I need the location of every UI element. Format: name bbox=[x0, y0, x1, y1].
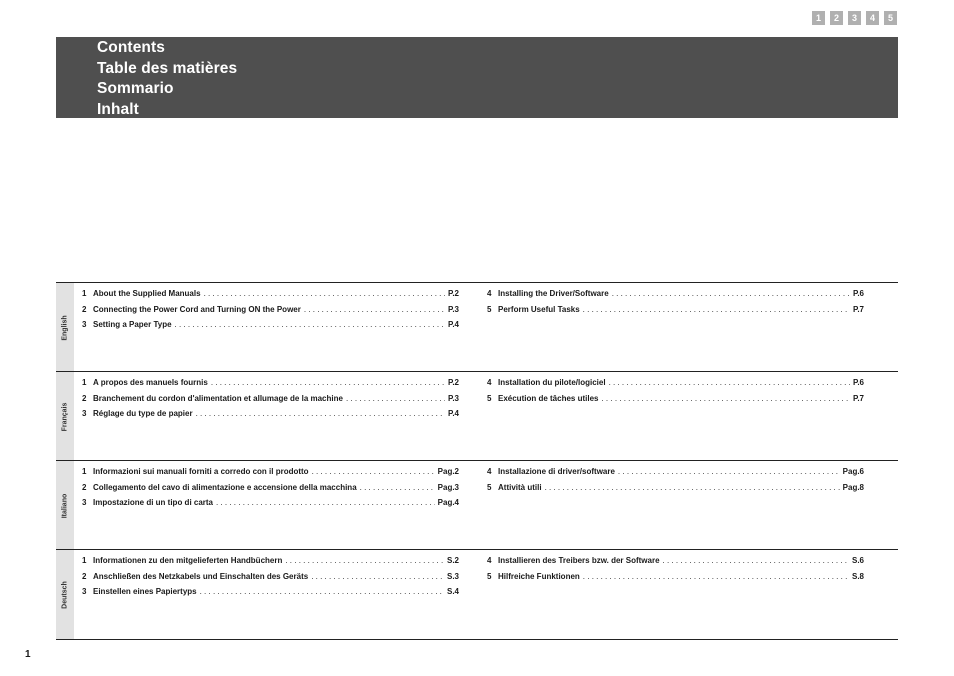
toc-entry-number: 1 bbox=[82, 378, 87, 387]
toc-entry-title: Einstellen eines Papiertyps bbox=[93, 587, 197, 596]
toc-entry-page: P.4 bbox=[448, 320, 459, 329]
toc-entry-number: 5 bbox=[487, 393, 492, 403]
toc-leader-dots bbox=[216, 498, 435, 507]
toc-entry-title: Collegamento del cavo di alimentazione e accensione della macchina bbox=[93, 482, 357, 492]
toc-entry-title: A propos des manuels fournis bbox=[93, 378, 208, 387]
title-french: Table des matières bbox=[97, 59, 238, 77]
toc-entry-title: Informazioni sui manuali forniti a corredo con il prodotto bbox=[93, 467, 309, 476]
toc-column-right bbox=[487, 289, 864, 320]
toc-entry-title: Branchement du cordon d'alimentation et allumage de la machine bbox=[93, 393, 343, 403]
toc-entry-page: P.3 bbox=[448, 393, 459, 403]
toc-leader-dots bbox=[312, 467, 435, 476]
toc-entry-number: 1 bbox=[82, 289, 87, 298]
toc-leader-dots bbox=[612, 289, 850, 298]
chapter-tabs bbox=[812, 11, 897, 25]
language-label: Italiano bbox=[61, 493, 69, 518]
toc-column-left bbox=[82, 289, 459, 336]
toc-column-right bbox=[487, 467, 864, 498]
toc-entry-title: Setting a Paper Type bbox=[93, 320, 172, 329]
language-strip bbox=[56, 372, 74, 461]
toc-entry-number: 3 bbox=[82, 498, 87, 507]
toc-entry-number: 3 bbox=[82, 587, 87, 596]
toc-entry[interactable] bbox=[82, 572, 459, 588]
toc-entry-page: P.6 bbox=[853, 289, 864, 298]
toc-entry-title: Connecting the Power Cord and Turning ON the Power bbox=[93, 304, 301, 314]
toc-column-left bbox=[82, 467, 459, 514]
toc-leader-dots bbox=[346, 394, 445, 403]
language-label: Deutsch bbox=[61, 580, 69, 609]
toc-leader-dots bbox=[311, 572, 444, 581]
title-italian: Sommario bbox=[97, 80, 174, 97]
toc-entry-page: P.4 bbox=[448, 409, 459, 418]
toc-leader-dots bbox=[609, 378, 850, 387]
toc-entry-number: 4 bbox=[487, 289, 492, 298]
toc-entry-page: P.2 bbox=[448, 378, 459, 387]
toc-entry-title: Exécution de tâches utiles bbox=[498, 393, 599, 403]
toc-entry-number: 3 bbox=[82, 409, 87, 418]
toc-leader-dots bbox=[583, 305, 850, 314]
toc-leader-dots bbox=[285, 556, 444, 565]
toc-entry-page: Pag.4 bbox=[437, 498, 459, 507]
toc-entry-page: P.6 bbox=[853, 378, 864, 387]
toc-column-right bbox=[487, 556, 864, 587]
toc-entry-title: Impostazione di un tipo di carta bbox=[93, 498, 214, 507]
toc-leader-dots bbox=[545, 483, 840, 492]
toc-entry-number: 4 bbox=[487, 378, 492, 387]
toc-section-english bbox=[56, 282, 898, 372]
toc-entry[interactable] bbox=[487, 378, 864, 394]
toc-column-right bbox=[487, 378, 864, 409]
toc-leader-dots bbox=[211, 378, 445, 387]
toc-entry[interactable] bbox=[487, 305, 864, 321]
toc-leader-dots bbox=[618, 467, 840, 476]
toc-entry-page: S.3 bbox=[446, 571, 459, 581]
toc-leader-dots bbox=[583, 572, 849, 581]
toc-entry[interactable] bbox=[82, 289, 459, 305]
toc-entry-page: S.8 bbox=[851, 571, 864, 581]
toc-entry-page: S.2 bbox=[446, 556, 459, 565]
toc-column-left bbox=[82, 556, 459, 603]
language-label: Français bbox=[61, 402, 69, 431]
toc-entry-title: About the Supplied Manuals bbox=[93, 289, 201, 298]
toc-section-franais bbox=[56, 371, 898, 461]
toc-entry-page: Pag.3 bbox=[437, 482, 459, 492]
toc-entry[interactable] bbox=[487, 289, 864, 305]
toc-entry-number: 5 bbox=[487, 482, 492, 492]
toc-entry-page: P.7 bbox=[853, 393, 864, 403]
page-number: 1 bbox=[25, 649, 31, 660]
language-strip bbox=[56, 550, 74, 639]
chapter-tab-3[interactable]: 3 bbox=[848, 11, 861, 25]
toc-leader-dots bbox=[200, 587, 444, 596]
toc-entry[interactable] bbox=[82, 378, 459, 394]
toc-entry-number: 3 bbox=[82, 320, 87, 329]
toc-entry-title: Installation du pilote/logiciel bbox=[498, 378, 606, 387]
chapter-tab-4[interactable]: 4 bbox=[866, 11, 879, 25]
toc-entry[interactable] bbox=[82, 556, 459, 572]
toc-entry[interactable] bbox=[82, 394, 459, 410]
contents-banner bbox=[56, 37, 898, 118]
toc-entry[interactable] bbox=[487, 556, 864, 572]
toc-leader-dots bbox=[360, 483, 435, 492]
toc-leader-dots bbox=[601, 394, 850, 403]
toc-section-italiano bbox=[56, 460, 898, 550]
toc-entry-title: Attività utili bbox=[498, 482, 542, 492]
toc-entry[interactable] bbox=[82, 409, 459, 425]
chapter-tab-5[interactable]: 5 bbox=[884, 11, 897, 25]
toc-entry[interactable] bbox=[82, 587, 459, 603]
chapter-tab-1[interactable]: 1 bbox=[812, 11, 825, 25]
toc-entry-number: 2 bbox=[82, 571, 87, 581]
toc-entry[interactable] bbox=[82, 467, 459, 483]
toc-leader-dots bbox=[204, 289, 445, 298]
title-german: Inhalt bbox=[97, 100, 139, 118]
toc-entry-page: Pag.2 bbox=[437, 467, 459, 476]
toc-entry-title: Anschließen des Netzkabels und Einschalten des Geräts bbox=[93, 571, 309, 581]
toc-leader-dots bbox=[175, 320, 445, 329]
toc-entry[interactable] bbox=[487, 572, 864, 588]
toc-entry-title: Informationen zu den mitgelieferten Handbüchern bbox=[93, 556, 283, 565]
toc-entry-page: Pag.6 bbox=[842, 467, 864, 476]
language-strip bbox=[56, 283, 74, 372]
toc-entry-number: 2 bbox=[82, 482, 87, 492]
toc-entry[interactable] bbox=[82, 498, 459, 514]
toc-entry-number: 5 bbox=[487, 304, 492, 314]
toc-entry-number: 5 bbox=[487, 571, 492, 581]
toc-entry-page: P.3 bbox=[448, 304, 459, 314]
language-label: English bbox=[61, 314, 69, 341]
title-english: Contents bbox=[97, 39, 165, 56]
toc-entry-title: Réglage du type de papier bbox=[93, 409, 193, 418]
toc-entry-title: Hilfreiche Funktionen bbox=[498, 571, 580, 581]
toc-entry-title: Installazione di driver/software bbox=[498, 467, 615, 476]
toc-entry[interactable] bbox=[82, 483, 459, 499]
toc-entry-number: 1 bbox=[82, 556, 87, 565]
toc-leader-dots bbox=[304, 305, 445, 314]
toc-entry-page: P.2 bbox=[448, 289, 459, 298]
chapter-tab-2[interactable]: 2 bbox=[830, 11, 843, 25]
toc-entry-number: 2 bbox=[82, 304, 87, 314]
toc-entry-title: Installieren des Treibers bzw. der Software bbox=[498, 556, 660, 565]
toc-section-deutsch bbox=[56, 549, 898, 640]
toc-entry-number: 1 bbox=[82, 467, 87, 476]
toc-entry[interactable] bbox=[487, 394, 864, 410]
toc-leader-dots bbox=[663, 556, 849, 565]
toc-entry-number: 4 bbox=[487, 556, 492, 565]
toc-entry-page: S.4 bbox=[446, 587, 459, 596]
toc-leader-dots bbox=[196, 409, 445, 418]
toc-entry-number: 4 bbox=[487, 467, 492, 476]
toc-entry-number: 2 bbox=[82, 393, 87, 403]
toc-entry[interactable] bbox=[487, 483, 864, 499]
toc-entry[interactable] bbox=[82, 305, 459, 321]
toc-entry-page: Pag.8 bbox=[842, 482, 864, 492]
toc-entry-title: Perform Useful Tasks bbox=[498, 304, 580, 314]
toc-column-left bbox=[82, 378, 459, 425]
toc-entry-title: Installing the Driver/Software bbox=[498, 289, 609, 298]
toc-entry-page: S.6 bbox=[851, 556, 864, 565]
language-strip bbox=[56, 461, 74, 550]
toc-entry[interactable] bbox=[82, 320, 459, 336]
toc-entry-page: P.7 bbox=[853, 304, 864, 314]
toc-entry[interactable] bbox=[487, 467, 864, 483]
